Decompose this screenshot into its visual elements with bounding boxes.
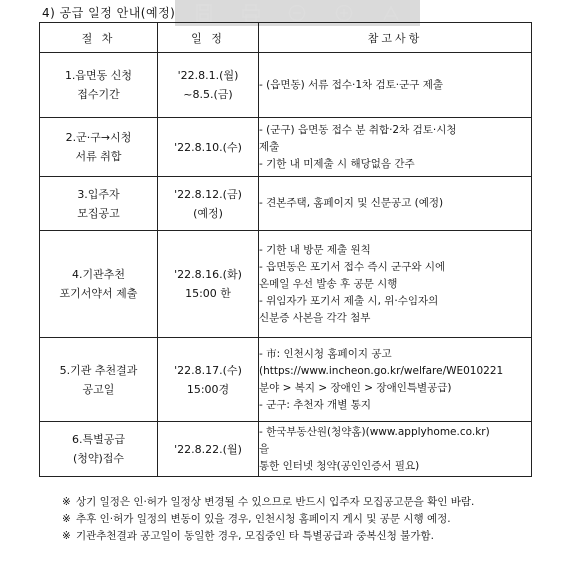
step-cell: [40, 231, 158, 338]
zoom-in-icon[interactable]: [332, 3, 356, 23]
note-line: - 군구: 추천자 개별 통지: [259, 398, 371, 411]
date-line: 15:00 한: [185, 287, 231, 300]
step-line: 3.입주자: [77, 187, 120, 201]
date-cell: [158, 53, 259, 118]
note-line: - 위임자가 포기서 제출 시, 위·수임자의: [259, 294, 439, 307]
table-row: [40, 118, 532, 177]
date-line: '22.8.12.(금): [174, 187, 242, 201]
step-cell: [40, 422, 158, 477]
note-line: - (읍면동) 서류 접수·1차 검토·군구 제출: [259, 78, 444, 91]
table-row: [40, 231, 532, 338]
note-line: - 한국부동산원(청약홈)(www.applyhome.co.kr): [259, 425, 490, 438]
date-cell: [158, 422, 259, 477]
step-line: 4.기관추천: [72, 268, 125, 281]
step-line: 접수기간: [77, 88, 120, 101]
schedule-table: [39, 22, 532, 477]
save-icon[interactable]: [192, 3, 216, 23]
footnote: [62, 494, 532, 511]
footnote-mark: ※: [62, 513, 71, 525]
step-line: 1.읍면동 신청: [64, 69, 133, 82]
date-line: '22.8.22.(월): [174, 442, 242, 456]
sign-icon[interactable]: [379, 3, 403, 23]
footnote: [62, 528, 532, 545]
step-line: (청약)접수: [72, 452, 125, 465]
footnote-text: 추후 인·허가 일정의 변동이 있을 경우, 인천시청 홈페이지 게시 및 공문 시행 예정.: [76, 513, 451, 525]
date-cell: [158, 177, 259, 231]
note-line: - 市: 인천시청 홈페이지 공고: [259, 347, 392, 360]
date-line: '22.8.16.(화): [174, 268, 242, 281]
date-cell: [158, 118, 259, 177]
step-cell: [40, 53, 158, 118]
date-line: '22.8.1.(월): [177, 69, 239, 82]
step-line: 6.특별공급: [72, 433, 125, 446]
date-line: (예정): [193, 206, 223, 220]
table-row: [40, 53, 532, 118]
note-line: 분야 > 복지 > 장애인 > 장애인특별공급): [259, 381, 452, 394]
header-date: 일 정: [158, 23, 259, 53]
step-line: 공고일: [82, 382, 115, 396]
notes-cell: [259, 177, 532, 231]
footnote: [62, 511, 532, 528]
footnote-mark: ※: [62, 530, 71, 542]
header-step: 절 차: [40, 23, 158, 53]
note-line: - 견본주택, 홈페이지 및 신문공고 (예정): [259, 197, 444, 209]
note-line: 을: [259, 442, 270, 455]
footnotes: [62, 494, 532, 545]
note-line: 통한 인터넷 청약(공인인증서 필요): [259, 459, 420, 472]
notes-cell: [259, 118, 532, 177]
date-line: '22.8.17.(수): [174, 363, 242, 377]
note-line: 신분증 사본을 각각 첨부: [259, 311, 371, 324]
table-row: [40, 338, 532, 422]
note-line: 온메일 우선 발송 후 공문 시행: [259, 277, 398, 290]
date-cell: [158, 231, 259, 338]
table-row: [40, 177, 532, 231]
date-cell: [158, 338, 259, 422]
print-icon[interactable]: [239, 3, 263, 23]
date-line: ~8.5.(금): [183, 88, 233, 101]
note-line: - 읍면동은 포기서 접수 즉시 군구와 시에: [259, 260, 446, 273]
notes-cell: [259, 53, 532, 118]
zoom-out-icon[interactable]: [285, 3, 309, 23]
step-line: 5.기관 추천결과: [59, 363, 138, 377]
note-line: - (군구) 읍면동 접수 분 취합·2차 검토·시청: [259, 123, 457, 136]
note-line: 제출: [259, 140, 280, 153]
footnote-text: 기관추천결과 공고일이 동일한 경우, 모집중인 타 특별공급과 중복신청 불가함.: [76, 530, 434, 542]
step-line: 서류 취합: [75, 150, 122, 163]
footnote-mark: ※: [62, 496, 71, 508]
notes-cell: [259, 338, 532, 422]
step-line: 모집공고: [77, 206, 120, 220]
step-line: 2.군·구→시청: [65, 131, 132, 144]
header-notes: 참고사항: [259, 23, 532, 53]
table-header-row: [40, 23, 532, 53]
step-cell: [40, 118, 158, 177]
step-line: 포기서약서 제출: [59, 287, 138, 300]
notes-cell: [259, 422, 532, 477]
step-cell: [40, 338, 158, 422]
section-heading: 4) 공급 일정 안내(예정): [42, 6, 176, 20]
date-line: 15:00경: [186, 382, 230, 396]
notes-cell: [259, 231, 532, 338]
step-cell: [40, 177, 158, 231]
table-row: [40, 422, 532, 477]
footnote-text: 상기 일정은 인·허가 일정상 변경될 수 있으므로 반드시 입주자 모집공고문을 확인 바람.: [76, 496, 475, 508]
date-line: '22.8.10.(수): [174, 140, 242, 154]
note-line: (https://www.incheon.go.kr/welfare/WE010221: [259, 364, 504, 377]
note-line: - 기한 내 방문 제출 원칙: [259, 243, 371, 256]
note-line: - 기한 내 미제출 시 해당없음 간주: [259, 157, 415, 170]
